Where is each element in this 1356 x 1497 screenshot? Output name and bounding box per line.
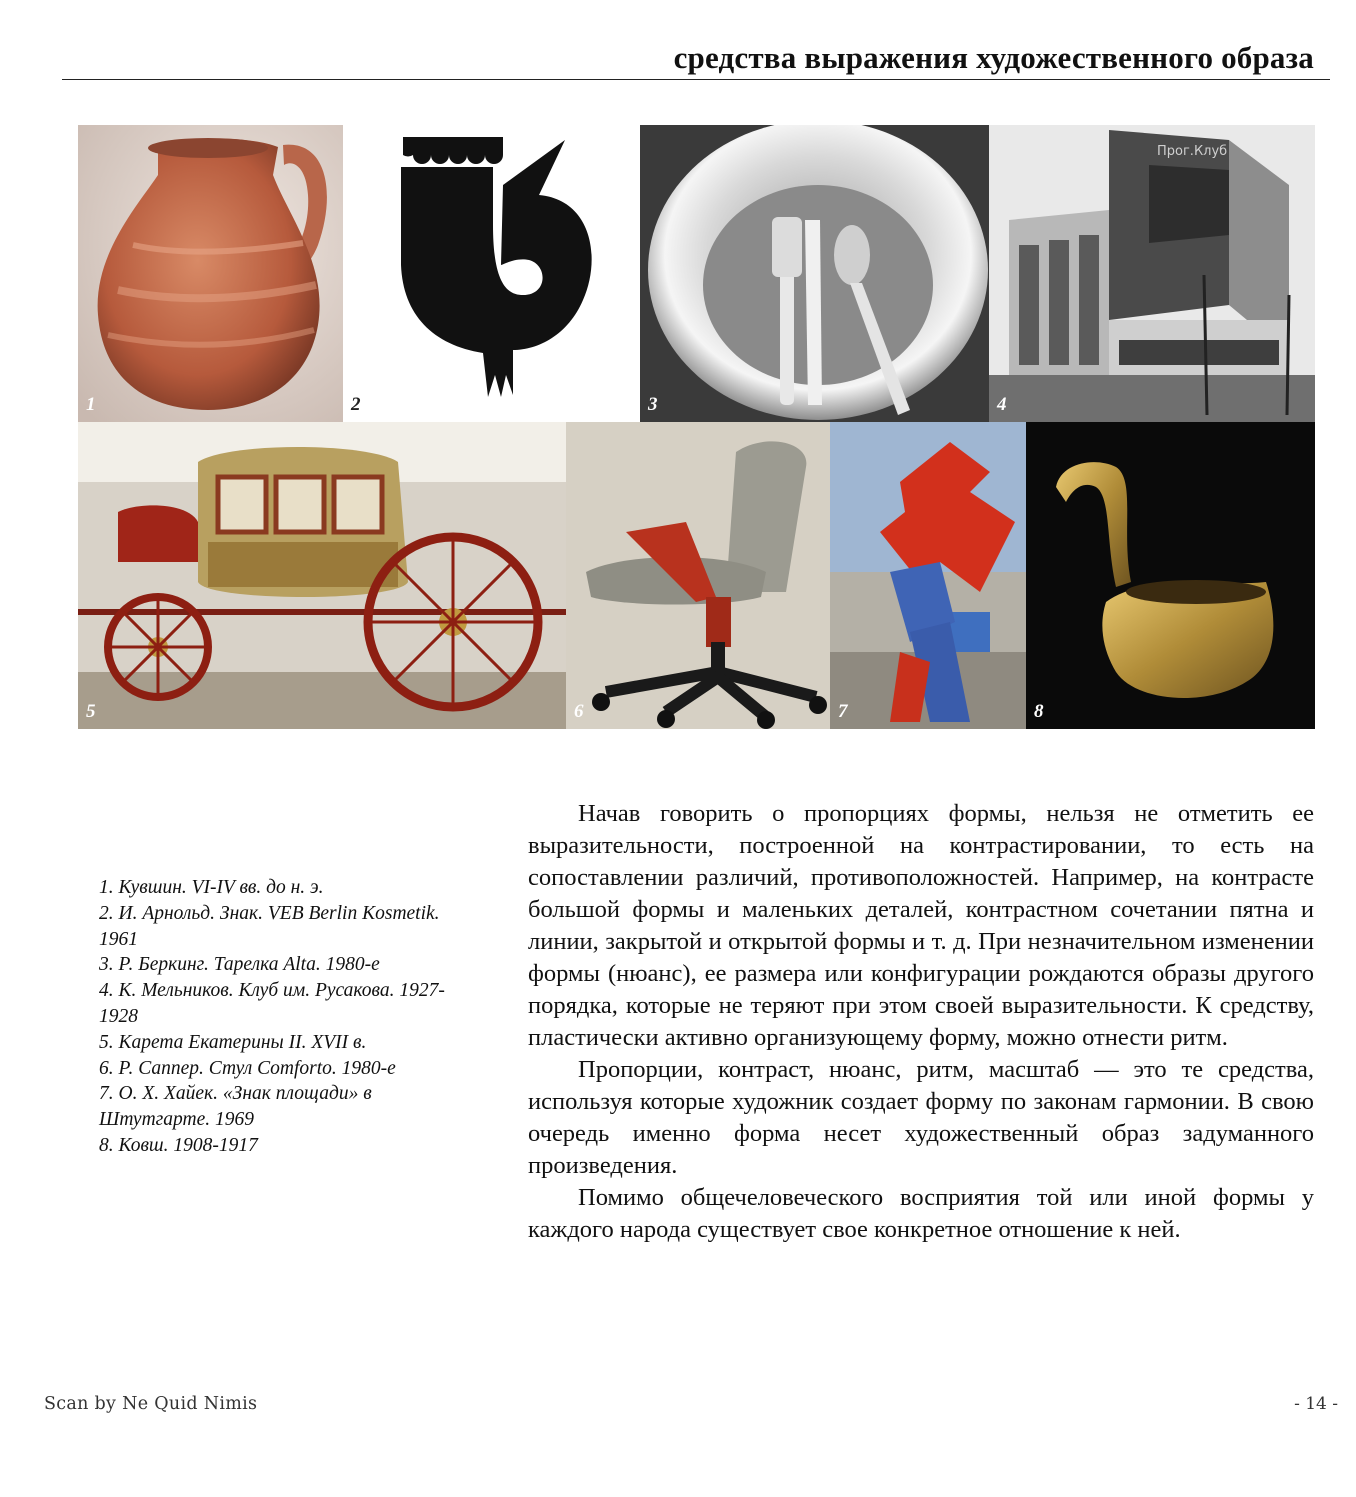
sculpture-image: [830, 422, 1026, 729]
caption-2: 2. И. Арнольд. Знак. VEB Berlin Kosmetik. 1961: [99, 902, 440, 950]
plate-building: [989, 125, 1315, 422]
scan-credit: Scan by Ne Quid Nimis: [44, 1394, 258, 1414]
paragraph-1: Начав говорить о пропорциях формы, нельзя не отметить ее выразительности, построенной на контрастировании, то есть на сопоставлении различий, противоположностей. Например, на контрасте большой формы и маленьких деталей, контрастном сочетании пятна и линии, закрытой и открытой формы и т. д. При незначительном изменении формы (нюанс), ее размера или конфигурации рождаются образы другого порядка, которые не теряют при этом своей выразительности. К средству, пластически активно организующему форму, можно отнести ритм.: [528, 800, 1314, 1051]
caption-3: 3. Р. Беркинг. Тарелка Alta. 1980-е: [99, 954, 380, 976]
plate-number: 6: [574, 701, 584, 722]
page-number: - 14 -: [1294, 1394, 1338, 1414]
plate-chair: [566, 422, 830, 729]
plate-number: 3: [648, 394, 658, 415]
building-image: [989, 125, 1315, 422]
carriage-image: [78, 422, 566, 729]
plate-sculpture: [830, 422, 1026, 729]
caption-1: 1. Кувшин. VI-IV вв. до н. э.: [99, 877, 324, 898]
caption-5: 5. Карета Екатерины II. XVII в.: [99, 1031, 367, 1053]
tableware-image: [640, 125, 989, 422]
paragraph-3: Помимо общечеловеческого восприятия той или иной формы у каждого народа существует свое конкретное отношение к ней.: [528, 1184, 1314, 1243]
plate-ladle: [1026, 422, 1315, 729]
plate-number: 4: [997, 394, 1007, 415]
caption-6: 6. Р. Саппер. Стул Comforto. 1980-е: [99, 1057, 396, 1079]
caption-7: 7. О. Х. Хайек. «Знак площади» в Штутгарте. 1969: [99, 1083, 372, 1131]
ladle-image: [1026, 422, 1315, 729]
plate-number: 7: [838, 701, 848, 722]
figure-captions: [99, 875, 469, 1159]
body-text: [528, 798, 1314, 1246]
header-rule: [62, 79, 1330, 80]
plate-carriage: [78, 422, 566, 729]
plate-jug: [78, 125, 343, 422]
plate-number: 2: [351, 394, 361, 415]
caption-4: 4. К. Мельников. Клуб им. Русакова. 1927-1928: [99, 980, 445, 1027]
plate-bird-logo: [343, 125, 640, 422]
chair-image: [566, 422, 830, 729]
plate-number: 1: [86, 394, 96, 415]
jug-image: [78, 125, 343, 422]
page-header-title: средства выражения художественного образа: [673, 40, 1314, 75]
building-sign: Прог.Клуб: [1157, 144, 1228, 159]
plate-number: 8: [1034, 701, 1044, 722]
plate-tableware: [640, 125, 989, 422]
caption-8: 8. Ковш. 1908-1917: [99, 1134, 258, 1156]
plate-number: 5: [86, 701, 96, 722]
bird-logo-image: [343, 125, 640, 422]
paragraph-2: Пропорции, контраст, нюанс, ритм, масштаб — это те средства, используя которые художник создает форму по законам гармонии. В свою очередь именно форма несет художественный образ задуманного произведения.: [528, 1056, 1314, 1179]
